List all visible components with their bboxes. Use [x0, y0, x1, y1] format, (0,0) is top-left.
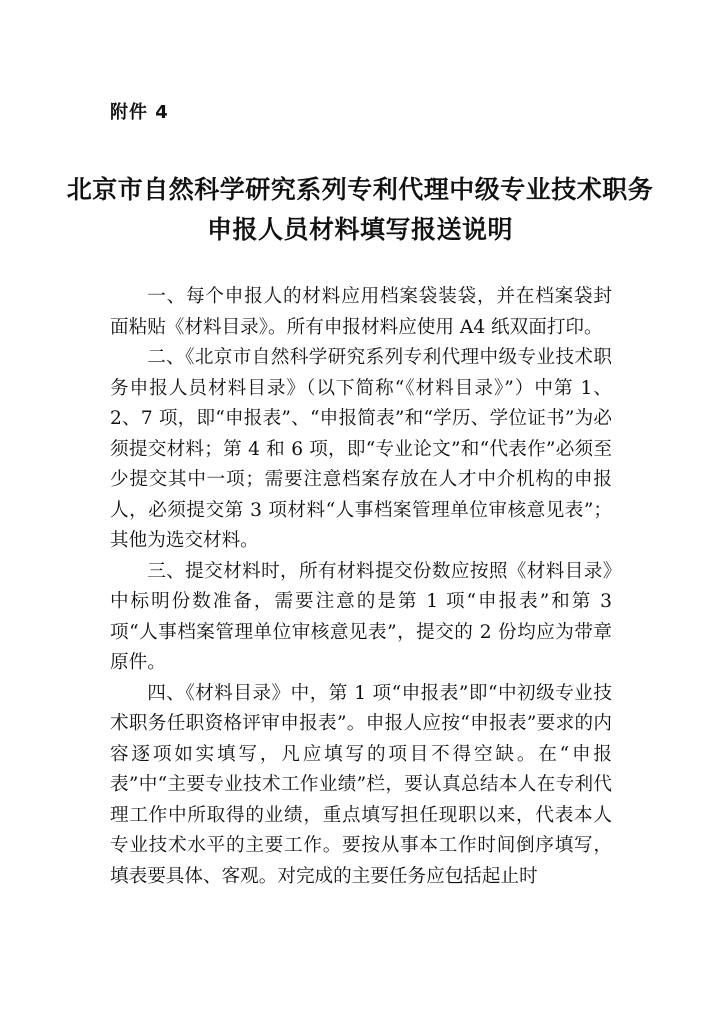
document-title-line-2: 申报人员材料填写报送说明 — [206, 215, 513, 244]
document-body — [110, 282, 612, 892]
document-title-line-1: 北京市自然科学研究系列专利代理中级专业技术职务 — [66, 175, 654, 204]
attachment-label: 附件 4 — [110, 102, 169, 123]
paragraph-3: 三、提交材料时，所有材料提交份数应按照《材料目录》中标明份数准备，需要注意的是第 1 项“申报表”和第 3 项“人事档案管理单位审核意见表”，提交的 2 份均应为带章原件。 — [110, 560, 612, 673]
paragraph-4: 四、《材料目录》中，第 1 项“申报表”即“中初级专业技术职务任职资格评审申报表”。申报人应按“申报表”要求的内容逐项如实填写，凡应填写的项目不得空缺。在“申报表”中“主要专业技术工作业绩”栏，要认真总结本人在专利代理工作中所取得的业绩，重点填写担任现职以来，代表本人专业技术水平的主要工作。要按从事本工作时间倒序填写，填表要具体、客观。对完成的主要任务应包括起止时 — [110, 682, 612, 887]
paragraph-2: 二、《北京市自然科学研究系列专利代理中级专业技术职务申报人员材料目录》（以下简称“《材料目录》”）中第 1、2、7 项，即“申报表”、“申报简表”和“学历、学位证书”为必须提交材料；第 4 和 6 项，即“专业论文”和“代表作”必须至少提交其中一项；需要注意档案存放在人才中介机构的申报人，必须提交第 3 项材料“人事档案管理单位审核意见表”；其他为选交材料。 — [110, 347, 612, 551]
paragraph-1: 一、每个申报人的材料应用档案袋装袋，并在档案袋封面粘贴《材料目录》。所有申报材料应使用 A4 纸双面打印。 — [110, 286, 612, 338]
